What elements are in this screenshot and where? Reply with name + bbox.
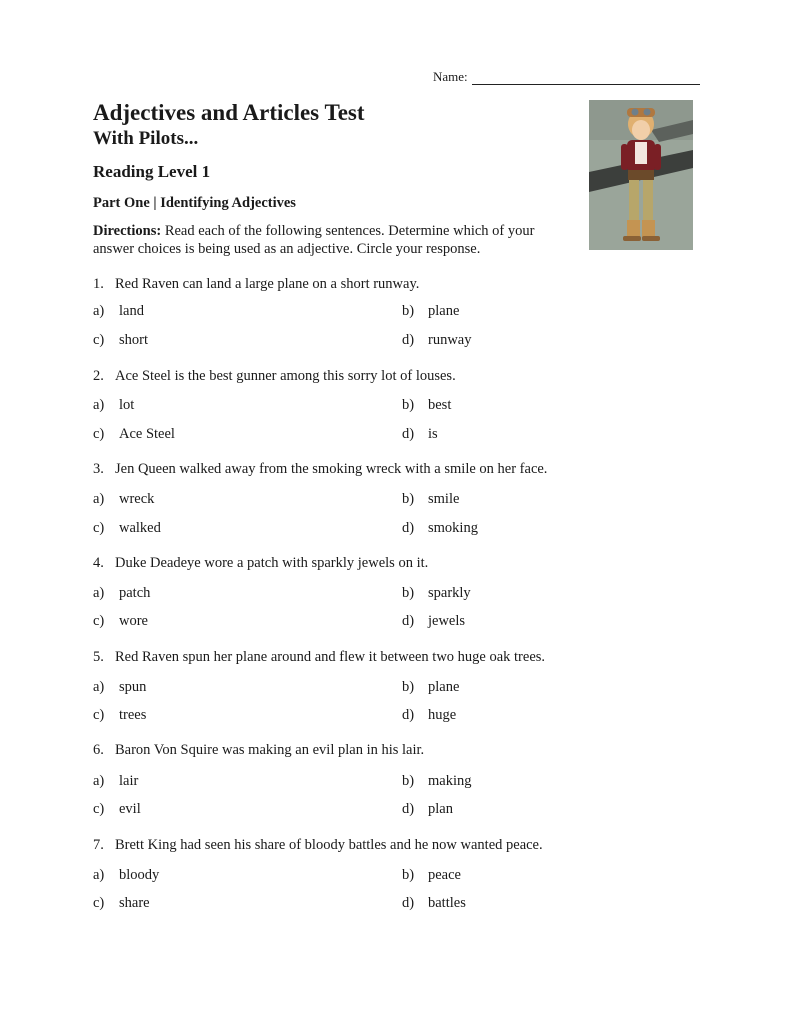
option-c[interactable] xyxy=(93,426,175,443)
directions-label: Directions: xyxy=(93,223,162,239)
option-b[interactable] xyxy=(402,491,459,508)
question-sentence: Jen Queen walked away from the smoking wreck with a smile on her face. xyxy=(115,461,548,477)
option-letter: b) xyxy=(402,585,415,601)
option-text: wreck xyxy=(119,491,155,507)
option-letter: c) xyxy=(93,613,105,629)
option-letter: c) xyxy=(93,895,105,911)
question-text xyxy=(93,461,547,478)
option-d[interactable] xyxy=(402,613,465,630)
option-d[interactable] xyxy=(402,801,453,818)
option-text: share xyxy=(119,895,150,911)
option-text: spun xyxy=(119,679,147,695)
option-text: walked xyxy=(119,520,161,536)
option-letter: b) xyxy=(402,773,415,789)
option-text: smile xyxy=(428,491,460,507)
option-text: sparkly xyxy=(428,585,471,601)
part-heading: Part One | Identifying Adjectives xyxy=(93,195,296,211)
question-sentence: Brett King had seen his share of bloody battles and he now wanted peace. xyxy=(115,837,543,853)
option-text: peace xyxy=(428,867,461,883)
option-c[interactable] xyxy=(93,707,146,724)
option-d[interactable] xyxy=(402,426,438,443)
option-letter: c) xyxy=(93,332,105,348)
option-letter: d) xyxy=(402,895,415,911)
option-b[interactable] xyxy=(402,585,471,602)
option-letter: b) xyxy=(402,491,415,507)
reading-level: Reading Level 1 xyxy=(93,162,211,181)
name-underline[interactable] xyxy=(472,72,700,85)
option-letter: d) xyxy=(402,332,415,348)
option-letter: c) xyxy=(93,707,105,723)
question-text xyxy=(93,649,545,666)
option-c[interactable] xyxy=(93,895,150,912)
option-letter: a) xyxy=(93,867,105,883)
option-a[interactable] xyxy=(93,585,150,602)
question-sentence: Red Raven spun her plane around and flew it between two huge oak trees. xyxy=(115,649,546,665)
option-text: jewels xyxy=(428,613,466,629)
option-text: wore xyxy=(119,613,148,629)
option-letter: d) xyxy=(402,707,415,723)
question-number: 2. xyxy=(93,368,104,384)
option-text: runway xyxy=(428,332,472,348)
option-letter: d) xyxy=(402,801,415,817)
option-letter: c) xyxy=(93,426,105,442)
option-a[interactable] xyxy=(93,397,134,414)
question-sentence: Duke Deadeye wore a patch with sparkly jewels on it. xyxy=(115,555,429,571)
option-text: evil xyxy=(119,801,141,817)
question-number: 4. xyxy=(93,555,104,571)
question-sentence: Ace Steel is the best gunner among this sorry lot of louses. xyxy=(115,368,456,384)
option-c[interactable] xyxy=(93,613,148,630)
option-letter: a) xyxy=(93,773,105,789)
name-label: Name: xyxy=(433,69,468,84)
page-title: Adjectives and Articles Test xyxy=(93,100,365,125)
directions xyxy=(93,222,563,258)
option-letter: b) xyxy=(402,397,415,413)
option-text: plan xyxy=(428,801,453,817)
question-number: 5. xyxy=(93,649,104,665)
option-letter: c) xyxy=(93,520,105,536)
page-subtitle: With Pilots... xyxy=(93,128,199,149)
option-text: best xyxy=(428,397,452,413)
question-number: 1. xyxy=(93,276,104,292)
option-d[interactable] xyxy=(402,332,472,349)
question-sentence: Baron Von Squire was making an evil plan in his lair. xyxy=(115,742,425,758)
option-text: plane xyxy=(428,679,460,695)
option-text: lair xyxy=(119,773,139,789)
option-d[interactable] xyxy=(402,895,466,912)
option-letter: b) xyxy=(402,867,415,883)
option-text: land xyxy=(119,303,144,319)
option-text: trees xyxy=(119,707,147,723)
option-letter: a) xyxy=(93,303,105,319)
option-text: is xyxy=(428,426,438,442)
option-letter: d) xyxy=(402,426,415,442)
option-text: making xyxy=(428,773,472,789)
option-letter: b) xyxy=(402,303,415,319)
question-text xyxy=(93,742,424,759)
question-number: 6. xyxy=(93,742,104,758)
option-text: lot xyxy=(119,397,135,413)
option-b[interactable] xyxy=(402,397,451,414)
option-c[interactable] xyxy=(93,520,161,537)
question-text xyxy=(93,276,419,293)
option-b[interactable] xyxy=(402,679,459,696)
question-text xyxy=(93,837,543,854)
option-letter: a) xyxy=(93,679,105,695)
option-d[interactable] xyxy=(402,520,478,537)
question-text xyxy=(93,368,456,385)
option-letter: b) xyxy=(402,679,415,695)
option-a[interactable] xyxy=(93,303,144,320)
question-number: 7. xyxy=(93,837,104,853)
option-b[interactable] xyxy=(402,867,461,884)
option-text: battles xyxy=(428,895,466,911)
option-text: smoking xyxy=(428,520,478,536)
option-letter: d) xyxy=(402,613,415,629)
option-b[interactable] xyxy=(402,303,459,320)
option-a[interactable] xyxy=(93,491,154,508)
option-text: plane xyxy=(428,303,460,319)
option-a[interactable] xyxy=(93,679,146,696)
option-letter: a) xyxy=(93,397,105,413)
option-letter: d) xyxy=(402,520,415,536)
option-a[interactable] xyxy=(93,867,159,884)
option-text: short xyxy=(119,332,148,348)
option-text: huge xyxy=(428,707,457,723)
option-letter: c) xyxy=(93,801,105,817)
name-field[interactable] xyxy=(433,69,700,85)
directions-text: Read each of the following sentences. Determine which of your answer choices is being used as an adjective. Circle your response. xyxy=(93,223,535,257)
question-text xyxy=(93,555,428,572)
option-text: bloody xyxy=(119,867,160,883)
question-sentence: Red Raven can land a large plane on a short runway. xyxy=(115,276,420,292)
option-b[interactable] xyxy=(402,773,472,790)
option-c[interactable] xyxy=(93,332,148,349)
pilot-illustration xyxy=(589,100,693,250)
option-d[interactable] xyxy=(402,707,456,724)
option-letter: a) xyxy=(93,585,105,601)
option-c[interactable] xyxy=(93,801,141,818)
option-text: Ace Steel xyxy=(119,426,175,442)
option-letter: a) xyxy=(93,491,105,507)
option-text: patch xyxy=(119,585,151,601)
option-a[interactable] xyxy=(93,773,138,790)
question-number: 3. xyxy=(93,461,104,477)
